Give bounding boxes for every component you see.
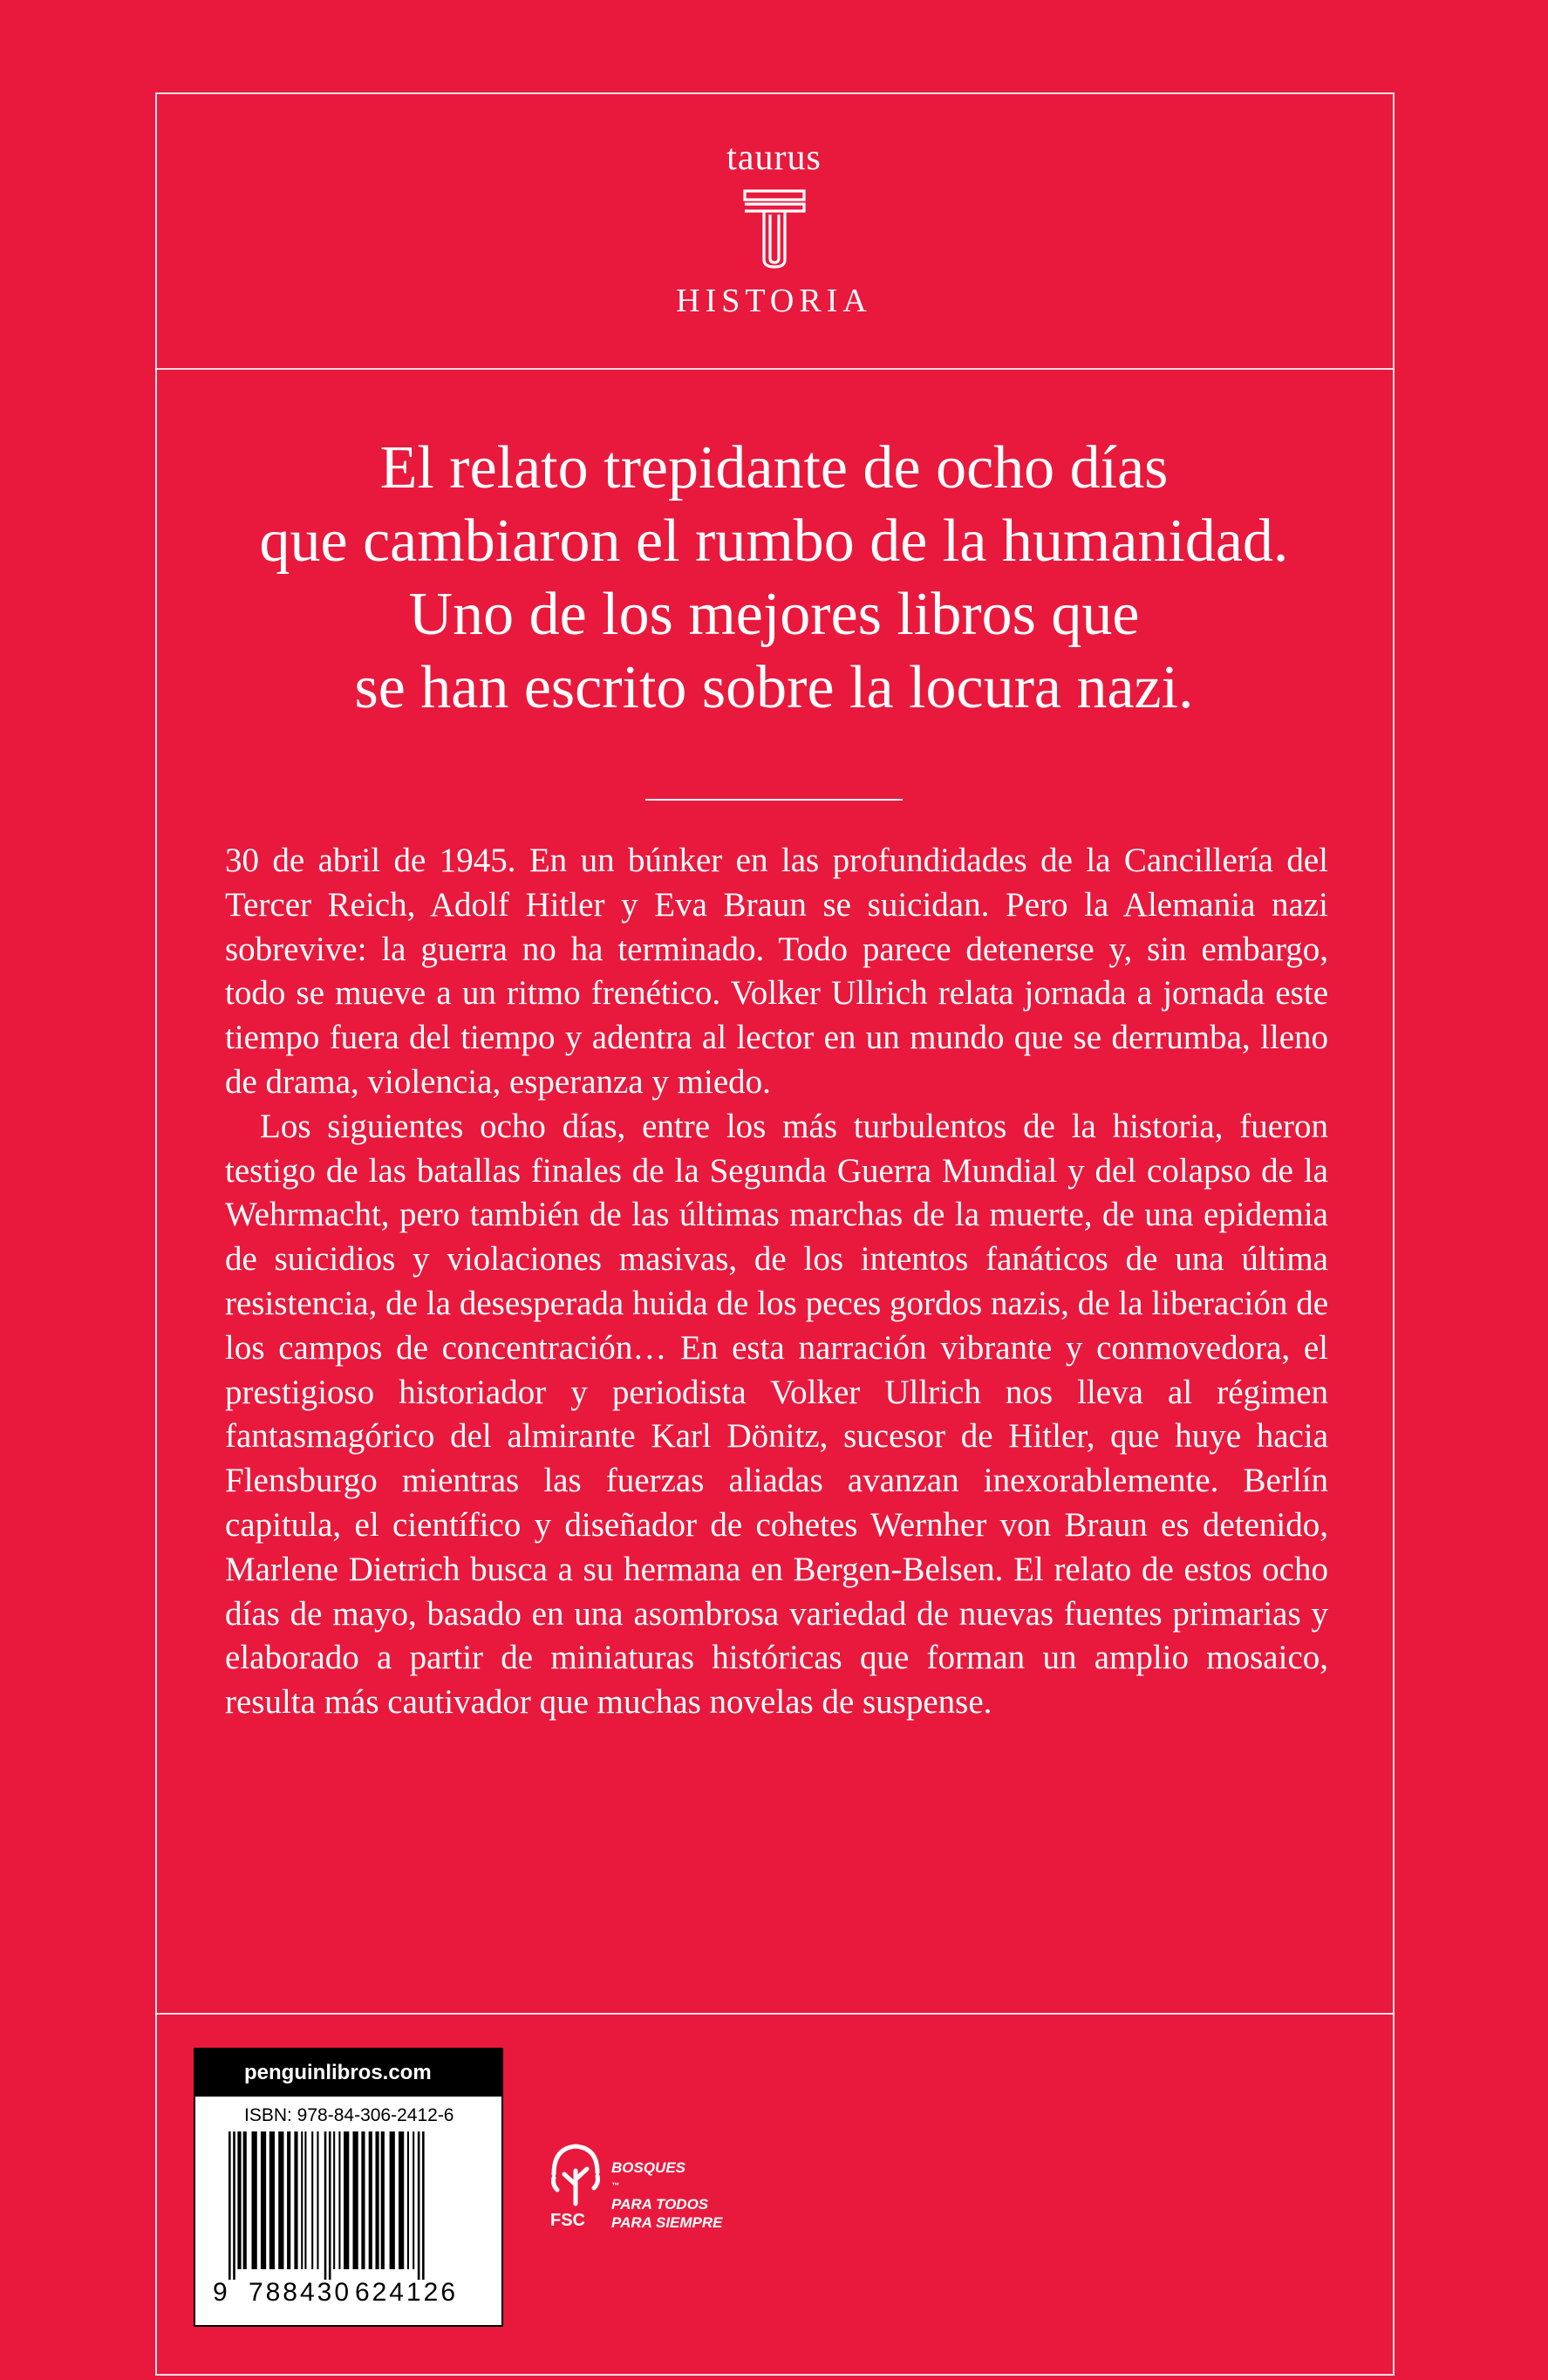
barcode-bar — [243, 2131, 247, 2269]
fsc-label: FSC — [550, 2211, 585, 2230]
barcode — [209, 2131, 488, 2306]
barcode-bar — [233, 2131, 235, 2280]
tagline-line: que cambiaron el rumbo de la humanidad. — [259, 508, 1289, 575]
barcode-bar — [287, 2131, 290, 2269]
barcode-bar — [278, 2131, 283, 2269]
header-rule — [155, 368, 1395, 370]
barcode-bar — [301, 2131, 303, 2269]
barcode-bar — [329, 2131, 331, 2280]
barcode-bar — [333, 2131, 335, 2269]
taurus-t-icon — [743, 188, 806, 269]
fsc-line: PARA TODOS — [611, 2196, 709, 2213]
barcode-digits: 624126 — [354, 2278, 459, 2306]
barcode-bar — [418, 2131, 420, 2280]
barcode-bar — [375, 2131, 378, 2269]
website-url: penguinlibros.com — [195, 2049, 501, 2097]
barcode-bar — [407, 2131, 409, 2269]
tagline-line: se han escrito sobre la locura nazi. — [354, 654, 1194, 721]
barcode-bar — [324, 2131, 327, 2280]
barcode-bar — [311, 2131, 313, 2269]
footer-rule — [155, 2013, 1395, 2015]
barcode-bar — [317, 2131, 318, 2269]
barcode-bar — [304, 2131, 306, 2269]
tagline — [157, 432, 1391, 725]
fsc-slogan — [611, 2158, 723, 2232]
fsc-badge — [545, 2139, 772, 2235]
fsc-line: PARA SIEMPRE — [611, 2214, 723, 2231]
barcode-bar — [344, 2131, 349, 2269]
barcode-bar — [294, 2131, 297, 2269]
barcode-bar — [422, 2131, 425, 2280]
divider — [645, 799, 903, 801]
barcode-bar — [381, 2131, 385, 2269]
barcode-bar — [413, 2131, 414, 2269]
synopsis — [225, 839, 1328, 1725]
publisher-logo — [0, 140, 1548, 317]
barcode-bar — [269, 2131, 275, 2269]
series-name: HISTORIA — [676, 283, 872, 319]
barcode-bar — [352, 2131, 358, 2269]
tagline-line: El relato trepidante de ocho días — [379, 434, 1169, 501]
barcode-panel — [194, 2048, 503, 2327]
barcode-bar — [237, 2131, 241, 2269]
barcode-bar — [252, 2131, 257, 2269]
barcode-bar — [361, 2131, 365, 2269]
synopsis-paragraph: 30 de abril de 1945. En un búnker en las profundidades de la Cancillería del Tercer Reich, Adolf Hitler y Eva Braun se suicidan. Pero la Alemania nazi sobrevive: la guerra no ha terminado. Todo parece detenerse y, sin embargo, todo se mueve a un ritmo frenético. Volker Ullrich relata jornada a jornada este tiempo fuera del tiempo y adentra al lector en un mundo que se derrumba, lleno de drama, violencia, esperanza y miedo. — [225, 842, 1328, 1101]
trademark: ™ — [611, 2181, 619, 2190]
synopsis-paragraph: Los siguientes ocho días, entre los más turbulentos de la historia, fueron testigo de las batallas finales de la Segunda Guerra Mundial y del colapso de la Wehrmacht, pero también de las últimas marchas de la muerte, de una epidemia de suicidios y violaciones masivas, de los intentos fanáticos de una última resistencia, de la desesperada huida de los peces gordos nazis, de la liberación de los campos de concentración… En esta narración vibrante y conmovedora, el prestigioso historiador y periodista Volker Ullrich nos lleva al régimen fantasmagórico del almirante Karl Dönitz, sucesor de Hitler, que huye hacia Flensburgo mientras las fuerzas aliadas avanzan inexorablemente. Berlín capitula, el científico y diseñador de cohetes Wernher von Braun es detenido, Marlene Dietrich busca a su hermana en Bergen-Belsen. El relato de estos ocho días de mayo, basado en una asombrosa variedad de nuevas fuentes primarias y elaborado a partir de miniaturas históricas que forman un amplio mosaico, resulta más cautivador que muchas novelas de suspense. — [225, 1107, 1328, 1722]
barcode-bar — [261, 2131, 266, 2269]
barcode-bar — [369, 2131, 372, 2269]
barcode-bar — [338, 2131, 340, 2269]
barcode-bar — [228, 2131, 231, 2280]
fsc-tree-icon — [545, 2139, 606, 2209]
barcode-bar — [390, 2131, 395, 2269]
isbn-label: ISBN: 978-84-306-2412-6 — [244, 2105, 454, 2125]
fsc-line: BOSQUES — [611, 2159, 686, 2176]
publisher-name: taurus — [726, 138, 822, 178]
tagline-line: Uno de los mejores libros que — [408, 581, 1140, 648]
barcode-bar — [399, 2131, 404, 2269]
barcode-digits: 9 — [213, 2278, 230, 2306]
barcode-digits: 788430 — [248, 2278, 352, 2306]
